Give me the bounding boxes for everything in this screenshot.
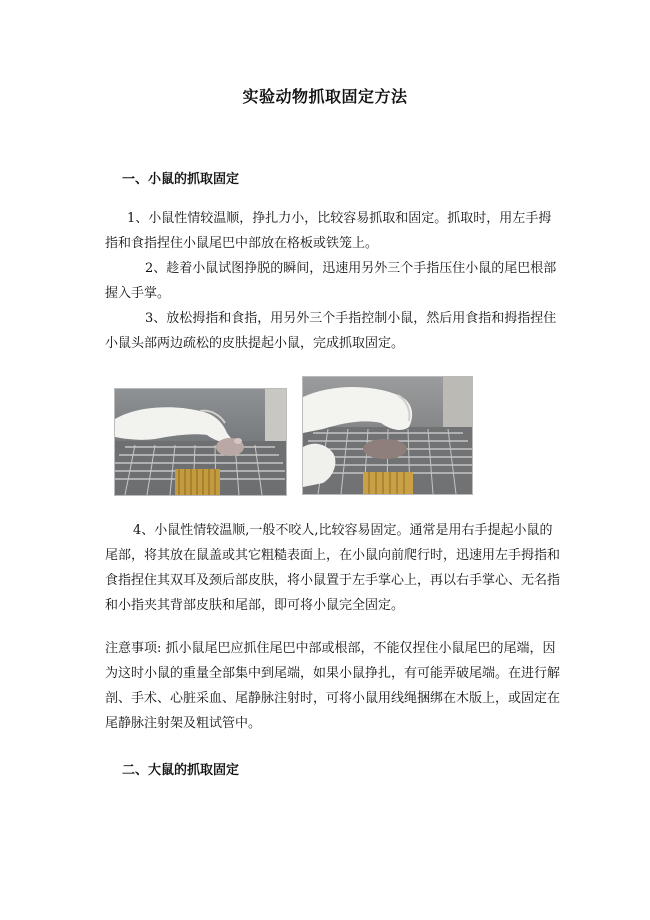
section-heading-rat: 二、大鼠的抓取固定	[122, 763, 240, 778]
photo-mouse-grab-1-graphic	[115, 389, 286, 495]
paragraph-step-3: 3、放松拇指和食指，用另外三个手指控制小鼠，然后用食指和拇指捏住小鼠头部两边疏松的皮肤提起小鼠，完成抓取固定。	[105, 311, 557, 351]
section-heading-mouse: 一、小鼠的抓取固定	[122, 172, 240, 187]
photo-mouse-grab-2	[302, 376, 473, 495]
document-title: 实验动物抓取固定方法	[242, 87, 408, 106]
photo-mouse-grab-1	[114, 388, 287, 496]
paragraph-step-2: 2、趁着小鼠试图挣脱的瞬间，迅速用另外三个手指压住小鼠的尾巴根部握入手掌。	[105, 261, 557, 301]
paragraph-note: 注意事项: 抓小鼠尾巴应抓住尾巴中部或根部，不能仅捏住小鼠尾巴的尾端，因为这时小鼠的重量全部集中到尾端，如果小鼠挣扎，有可能弄破尾端。在进行解剖、手术、心脏采血、尾静脉注射时，可将小鼠用线绳捆绑在木版上，或固定在尾静脉注射架及粗试管中。	[105, 641, 561, 731]
paragraph-step-1: 1、小鼠性情较温顺，挣扎力小，比较容易抓取和固定。抓取时，用左手拇指和食指捏住小鼠尾巴中部放在格板或铁笼上。	[105, 211, 552, 251]
paragraph-step-4: 4、小鼠性情较温顺,一般不咬人,比较容易固定。通常是用右手提起小鼠的尾部，将其放在鼠盖或其它粗糙表面上，在小鼠向前爬行时，迅速用左手拇指和食指捏住其双耳及颈后部皮肤，将小鼠置于左手掌心上，再以右手掌心、无名指和小指夹其背部皮肤和尾部，即可将小鼠完全固定。	[105, 523, 561, 613]
photo-mouse-grab-2-graphic	[303, 377, 472, 494]
